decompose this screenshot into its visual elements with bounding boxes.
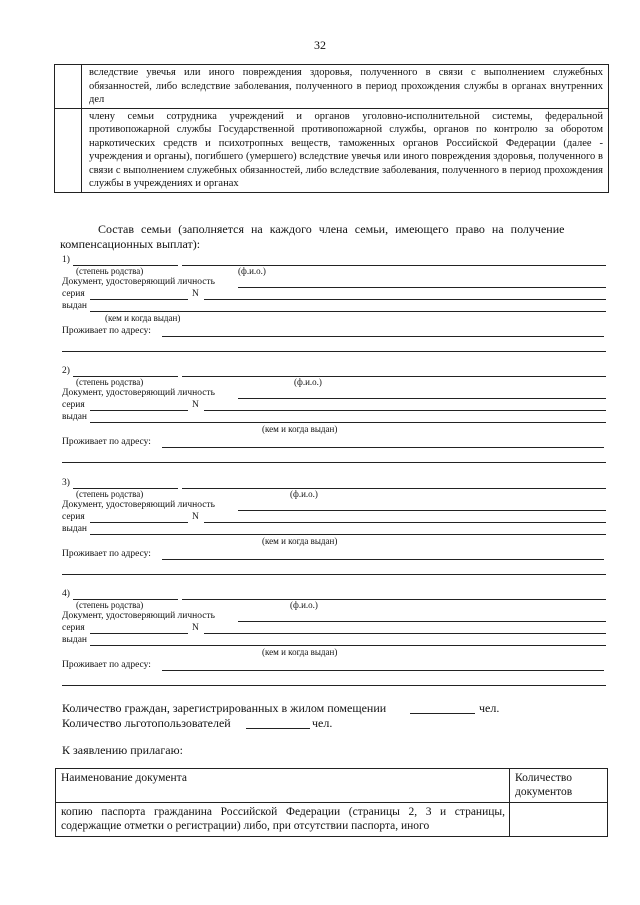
issued-by-label: (кем и когда выдан) — [262, 424, 338, 434]
address-field[interactable] — [162, 559, 604, 560]
issued-by-label: (кем и когда выдан) — [262, 647, 338, 657]
member-number: 2) — [62, 366, 70, 376]
registered-count-label: Количество граждан, зарегистрированных в жилом помещении — [62, 701, 387, 715]
series-label: серия — [62, 400, 85, 410]
page-number: 32 — [314, 38, 326, 52]
table-header-row — [56, 769, 608, 803]
family-intro-line1: Состав семьи (заполняется на каждого члена семьи, имеющего право на получение — [98, 222, 565, 236]
fio-label: (ф.и.о.) — [238, 266, 266, 276]
beneficiaries-count-unit: чел. — [312, 716, 333, 730]
fio-field[interactable] — [182, 599, 606, 600]
document-count-cell[interactable] — [510, 803, 608, 837]
number-label: N — [192, 623, 199, 633]
address-field-line2[interactable] — [62, 574, 606, 575]
issued-by-label: (кем и когда выдан) — [105, 313, 181, 323]
issued-label: выдан — [62, 635, 88, 645]
number-label: N — [192, 512, 199, 522]
table-row — [55, 108, 609, 192]
issued-field[interactable] — [90, 422, 606, 423]
header-document-name: Наименование документа — [56, 769, 510, 803]
address-field-line2[interactable] — [62, 685, 606, 686]
benefit-categories-table — [54, 64, 609, 193]
table-row — [56, 803, 608, 837]
fio-field[interactable] — [182, 376, 606, 377]
document-label: Документ, удостоверяющий личность — [62, 388, 215, 398]
family-intro-line2: компенсационных выплат): — [60, 237, 201, 251]
number-field[interactable] — [204, 299, 606, 300]
beneficiaries-count-label: Количество льготопользователей — [62, 716, 231, 730]
address-field-line2[interactable] — [62, 462, 606, 463]
series-field[interactable] — [90, 410, 188, 411]
beneficiaries-count-field[interactable] — [246, 728, 310, 729]
address-label: Проживает по адресу: — [62, 549, 151, 559]
address-label: Проживает по адресу: — [62, 437, 151, 447]
fio-label: (ф.и.о.) — [290, 489, 318, 499]
series-field[interactable] — [90, 522, 188, 523]
address-field[interactable] — [162, 447, 604, 448]
document-field[interactable] — [238, 621, 606, 622]
document-label: Документ, удостоверяющий личность — [62, 611, 215, 621]
issued-label: выдан — [62, 524, 88, 534]
attached-documents-table — [55, 768, 608, 837]
relation-label: (степень родства) — [76, 600, 144, 610]
member-number: 3) — [62, 478, 70, 488]
number-field[interactable] — [204, 633, 606, 634]
series-field[interactable] — [90, 633, 188, 634]
table-row — [55, 65, 609, 109]
series-field[interactable] — [90, 299, 188, 300]
document-field[interactable] — [238, 287, 606, 288]
document-label: Документ, удостоверяющий личность — [62, 500, 215, 510]
address-label: Проживает по адресу: — [62, 660, 151, 670]
issued-label: выдан — [62, 412, 88, 422]
relation-label: (степень родства) — [76, 489, 144, 499]
member-number: 1) — [62, 255, 70, 265]
issued-field[interactable] — [90, 645, 606, 646]
address-label: Проживает по адресу: — [62, 326, 151, 336]
number-label: N — [192, 400, 199, 410]
registered-count-field[interactable] — [410, 713, 475, 714]
address-field[interactable] — [162, 336, 604, 337]
header-document-count: Количество документов — [510, 769, 608, 803]
category-text-1: вследствие увечья или иного повреждения здоровья, полученного в связи с выполнением служебных обязанностей, либо вследствие заболевания, полученного в период прохождения службы в органах внутренних дел — [82, 65, 609, 109]
relation-label: (степень родства) — [76, 266, 144, 276]
table-cell-empty — [55, 65, 82, 109]
table-cell-empty — [55, 108, 82, 192]
category-text-2: члену семьи сотрудника учреждений и органов уголовно-исполнительной системы, федеральной противопожарной службы Государственной противопожарной службы, органов по контролю за оборотом наркотических средств и психотропных веществ, таможенных органов Российской Федерации (далее - учреждения и органы), погибшего (умершего) вследствие увечья или иного повреждения здоровья, полученного в связи с выполнением служебных обязанностей, либо вследствие заболевания, полученного в период прохождения службы в учреждениях и органах — [82, 108, 609, 192]
member-number: 4) — [62, 589, 70, 599]
document-field[interactable] — [238, 398, 606, 399]
address-field[interactable] — [162, 670, 604, 671]
family-intro — [60, 222, 612, 252]
series-label: серия — [62, 289, 85, 299]
document-label: Документ, удостоверяющий личность — [62, 277, 215, 287]
document-name-cell: копию паспорта гражданина Российской Федерации (страницы 2, 3 и страницы, содержащие отметки о регистрации) либо, при отсутствии паспорта, иного — [56, 803, 510, 837]
fio-field[interactable] — [182, 488, 606, 489]
number-field[interactable] — [204, 410, 606, 411]
document-field[interactable] — [238, 510, 606, 511]
series-label: серия — [62, 512, 85, 522]
attachments-label: К заявлению прилагаю: — [62, 743, 183, 757]
registered-count-unit: чел. — [479, 701, 500, 715]
relation-label: (степень родства) — [76, 377, 144, 387]
number-field[interactable] — [204, 522, 606, 523]
issued-field[interactable] — [90, 311, 606, 312]
fio-label: (ф.и.о.) — [294, 377, 322, 387]
issued-by-label: (кем и когда выдан) — [262, 536, 338, 546]
address-field-line2[interactable] — [62, 351, 606, 352]
fio-label: (ф.и.о.) — [290, 600, 318, 610]
issued-field[interactable] — [90, 534, 606, 535]
series-label: серия — [62, 623, 85, 633]
number-label: N — [192, 289, 199, 299]
issued-label: выдан — [62, 301, 88, 311]
